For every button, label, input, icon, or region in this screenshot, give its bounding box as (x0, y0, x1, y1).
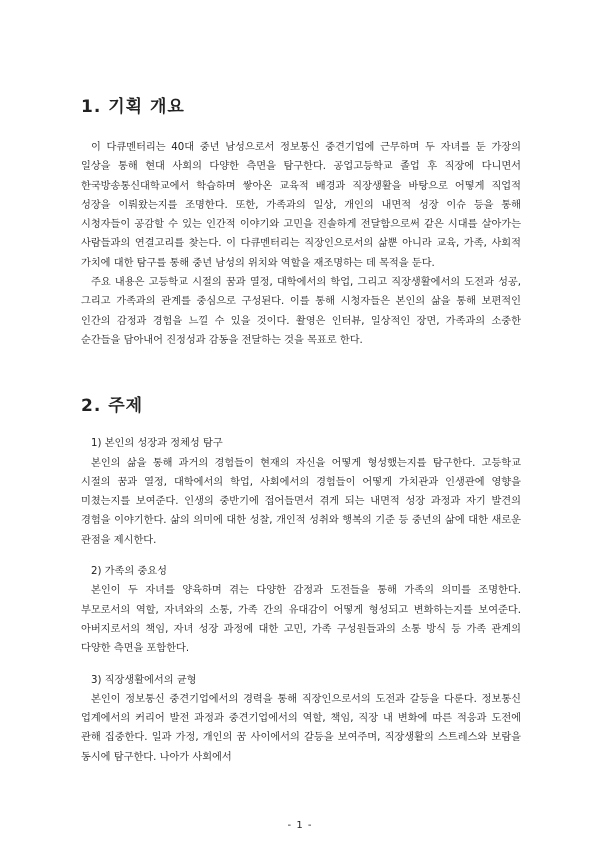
subsection-title: 1) 본인의 성장과 정체성 탐구 (91, 438, 223, 450)
subsection-body: 본인이 정보통신 중견기업에서의 경력을 통해 직장인으로서의 도전과 갈등을 다룬다. 정보통신 업계에서의 커리어 발전 과정과 중견기업에서의 역할, 책임, 직장 내 변화에 따른 적응과 도전에 관해 집중한다. 일과 가정, 개인의 꿈 사이에서의 갈등을 보여주며, 직장생활의 스트레스와 보람을 동시에 탐구한다. 나아가 사회에서 (81, 693, 521, 763)
subsection-body: 본인의 삶을 통해 과거의 경험들이 현재의 자신을 어떻게 형성했는지를 탐구한다. 고등학교 시절의 꿈과 열정, 대학에서의 학업, 사회에서의 경험들이 어떻게 가치관과 인생관에 영향을 미쳤는지를 보여준다. 인생의 중반기에 접어들면서 겪게 되는 내면적 성장 과정과 자기 발견의 경험을 이야기한다. 삶의 의미에 대한 성찰, 개인적 성취와 행복의 기준 등 중년의 삶에 대한 새로운 관점을 제시한다. (81, 457, 521, 546)
subsection-work-balance (81, 671, 521, 767)
overview-paragraph-2: 주요 내용은 고등학교 시절의 꿈과 열정, 대학에서의 학업, 그리고 직장생활에서의 도전과 성공, 그리고 가족과의 관계를 중심으로 구성된다. 이를 통해 시청자들은 본인의 삶을 통해 보편적인 인간의 감정과 경험을 느낄 수 있을 것이다. 촬영은 인터뷰, 일상적인 장면, 가족과의 소중한 순간들을 담아내어 진정성과 감동을 전달하는 것을 목표로 한다. (81, 277, 521, 346)
section-overview (81, 95, 521, 350)
subsection-title: 3) 직장생활에서의 균형 (91, 674, 197, 686)
page-number: - 1 - (287, 820, 313, 831)
document-body (81, 95, 521, 767)
section-heading-theme: 2. 주제 (81, 396, 144, 417)
section-heading-overview: 1. 기획 개요 (81, 97, 185, 117)
overview-paragraph-1: 이 다큐멘터리는 40대 중년 남성으로서 정보통신 중견기업에 근무하며 두 자녀를 둔 가장의 일상을 통해 현대 사회의 다양한 측면을 탐구한다. 공업고등학교 졸업 후 직장에 다니면서 한국방송통신대학교에서 학습하며 쌓아온 교육적 배경과 직장생활을 바탕으로 어떻게 직업적 성장을 이뤄왔는지를 조명한다. 또한, 가족과의 일상, 개인의 내면적 성장 이슈 등을 통해 시청자들이 공감할 수 있는 인간적 이야기와 고민을 진솔하게 전달함으로써 같은 시대를 살아가는 사람들과의 연결고리를 찾는다. 이 다큐멘터리는 직장인으로서의 삶뿐 아니라 교육, 가족, 사회적 가치에 대한 탐구를 통해 중년 남성의 위치와 역할을 재조명하는 데 목적을 둔다. (81, 142, 521, 269)
subsection-growth-identity (81, 434, 521, 550)
subsection-body: 본인이 두 자녀를 양육하며 겪는 다양한 감정과 도전들을 통해 가족의 의미를 조명한다. 부모로서의 역할, 자녀와의 소통, 가족 간의 유대감이 어떻게 형성되고 변화하는지를 보여준다. 아버지로서의 책임, 자녀 성장 과정에 대한 고민, 가족 구성원들과의 소통 방식 등 가족 관계의 다양한 측면을 포함한다. (81, 585, 521, 655)
section-theme (81, 394, 521, 767)
subsection-family (81, 562, 521, 658)
subsection-title: 2) 가족의 중요성 (91, 566, 167, 578)
